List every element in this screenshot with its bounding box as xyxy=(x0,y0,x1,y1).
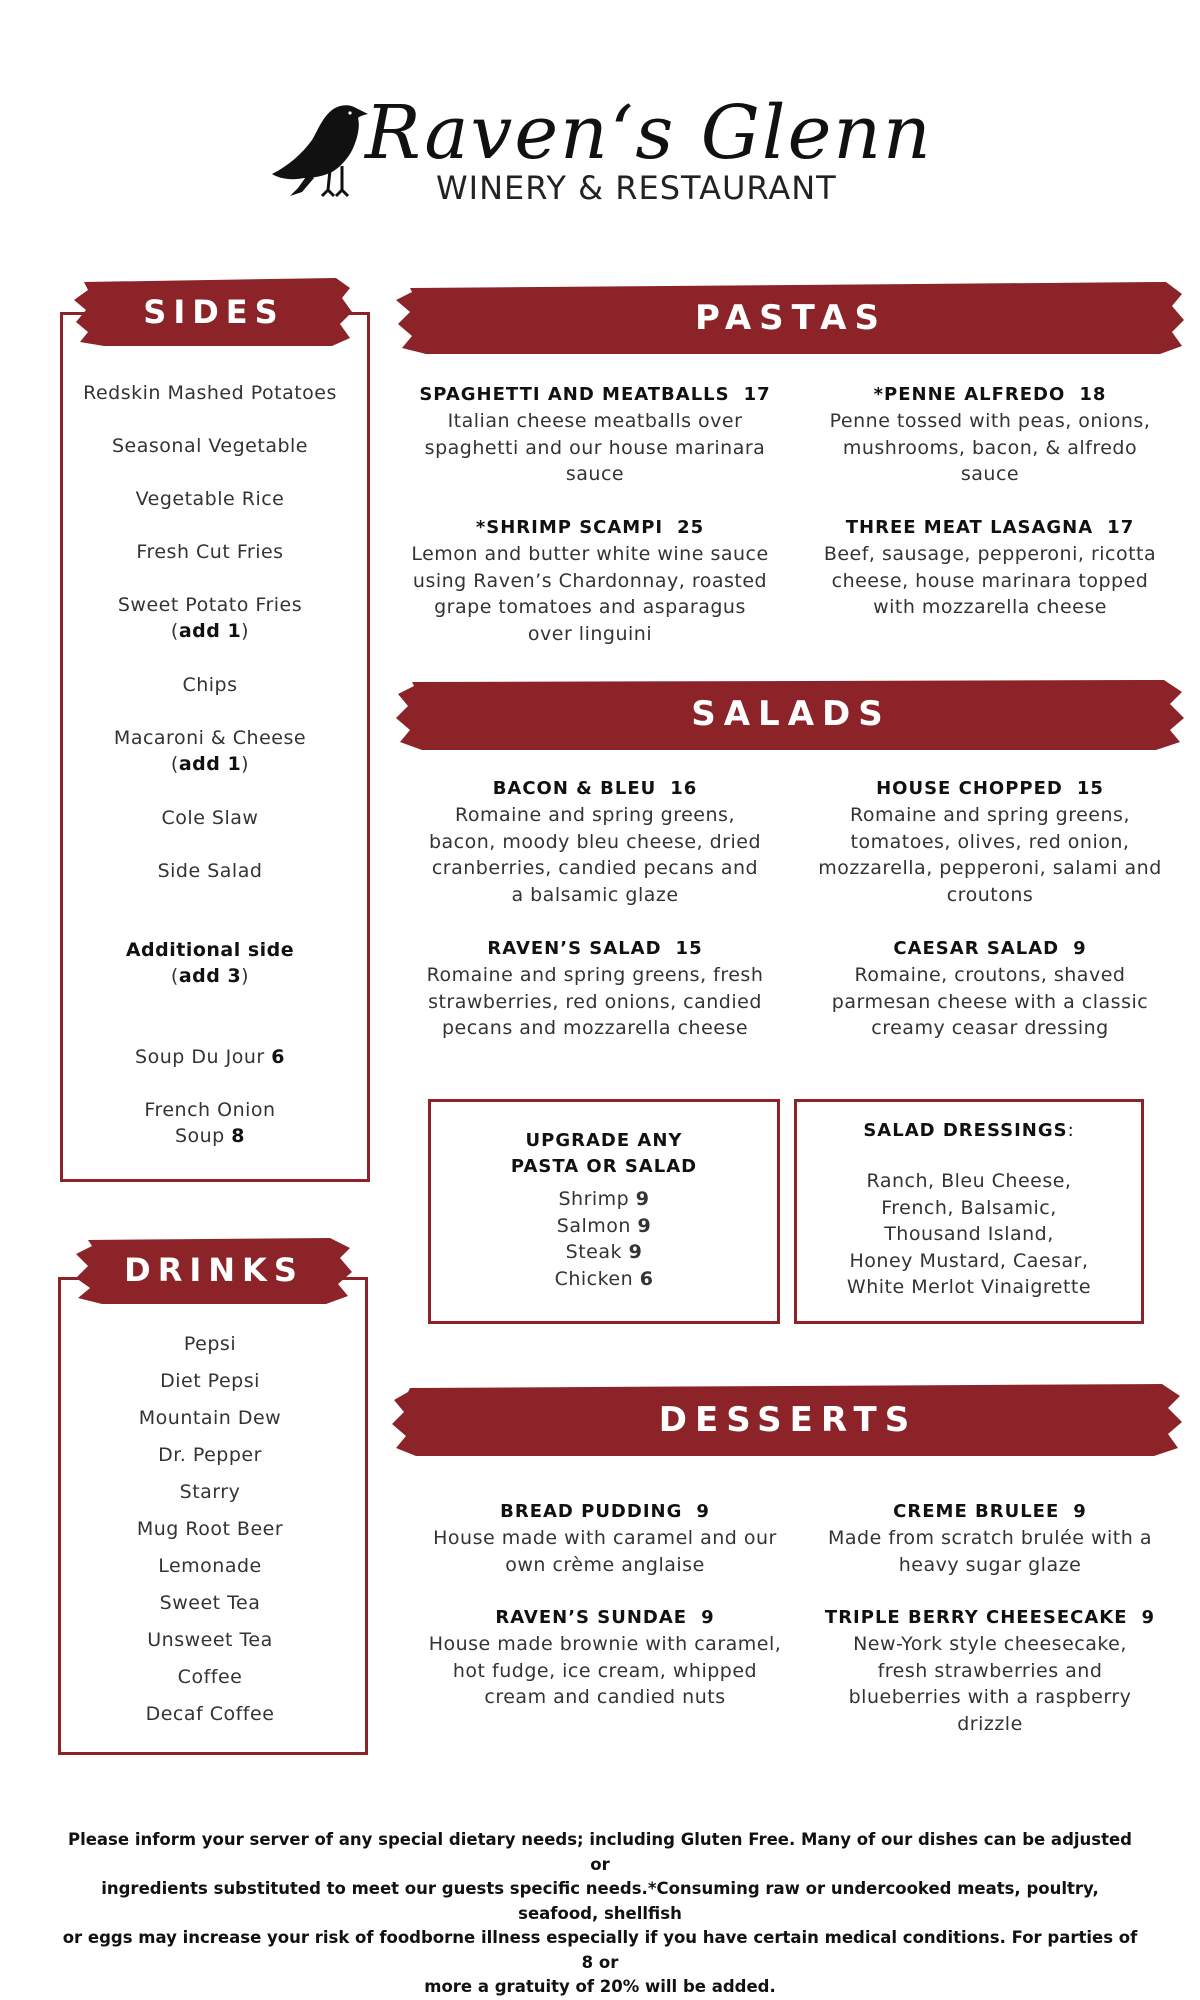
list-item: Unsweet Tea xyxy=(147,1629,273,1651)
menu-item: *PENNE ALFREDO 18 Penne tossed with peas, onions, mushrooms, bacon, & alfredo sauce xyxy=(829,384,1151,485)
menu-item: THREE MEAT LASAGNA 17 Beef, sausage, pepperoni, ricotta cheese, house marinara topped with mozzarella cheese xyxy=(823,517,1157,618)
list-item: Sweet Tea xyxy=(159,1592,261,1614)
price: 16 xyxy=(670,778,698,799)
price: 15 xyxy=(1076,778,1104,799)
list-item: Soup Du Jour 6 xyxy=(135,1046,285,1068)
menu-item: RAVEN’S SALAD 15 Romaine and spring greens, fresh strawberries, red onions, candied pecans and mozzarella cheese xyxy=(426,938,764,1039)
list-item: Fresh Cut Fries xyxy=(136,541,284,563)
list-item: Lemonade xyxy=(158,1555,262,1577)
price: 18 xyxy=(1079,384,1107,405)
dressings-title: SALAD DRESSINGS: xyxy=(863,1120,1075,1141)
price: 9 xyxy=(701,1607,715,1628)
brand-subtitle: WINERY & RESTAURANT xyxy=(436,169,837,207)
list-item: Vegetable Rice xyxy=(135,488,285,510)
list-item: Side Salad xyxy=(157,860,263,882)
price: 25 xyxy=(677,517,705,538)
list-item: Mug Root Beer xyxy=(136,1518,284,1540)
price: 9 xyxy=(696,1501,710,1522)
sides-banner xyxy=(74,276,354,348)
menu-item: BACON & BLEU 16 Romaine and spring greens, bacon, moody bleu cheese, dried cranberries, candied pecans and a balsamic glaze xyxy=(428,778,762,906)
drinks-title: DRINKS xyxy=(124,1251,304,1289)
list-item: Macaroni & Cheese (add 1) xyxy=(113,727,307,775)
list-item: Decaf Coffee xyxy=(145,1703,275,1725)
price: 17 xyxy=(743,384,771,405)
brand-name: Raven‘s Glenn xyxy=(365,90,933,176)
list-item: Chips xyxy=(182,674,238,696)
list-item: Dr. Pepper xyxy=(158,1444,262,1466)
price: 9 xyxy=(628,1241,643,1263)
price: 9 xyxy=(637,1214,652,1237)
price: 9 xyxy=(1141,1607,1156,1628)
list-item: Sweet Potato Fries (add 1) xyxy=(117,594,303,642)
notice-line: ingredients substituted to meet our guests specific needs.*Consuming raw or undercooked meats, poultry, seafood, shellfish xyxy=(101,1879,1099,1923)
desserts-banner xyxy=(392,1382,1184,1458)
list-item: Ranch, Bleu Cheese, xyxy=(866,1170,1072,1192)
menu-item: CREME BRULEE 9 Made from scratch brulée with a heavy sugar glaze xyxy=(828,1501,1152,1576)
pastas-banner xyxy=(396,280,1186,356)
price: 6 xyxy=(639,1267,654,1290)
list-item: Starry xyxy=(179,1481,241,1503)
price: 17 xyxy=(1107,517,1135,538)
upgrade-box xyxy=(428,1099,780,1324)
notice-line: or eggs may increase your risk of foodborne illness especially if you have certain medical conditions. For parties of 8 or xyxy=(62,1928,1138,1972)
list-item: Diet Pepsi xyxy=(160,1370,260,1392)
desserts-title: DESSERTS xyxy=(658,1400,918,1440)
list-item: Steak 9 xyxy=(565,1241,643,1263)
price: 8 xyxy=(231,1125,246,1147)
upgrade-title: PASTA OR SALAD xyxy=(510,1156,698,1177)
menu-item: RAVEN’S SUNDAE 9 House made brownie with caramel, hot fudge, ice cream, whipped cream and candied nuts xyxy=(428,1607,782,1708)
pastas-title: PASTAS xyxy=(695,298,887,338)
list-item: Redskin Mashed Potatoes xyxy=(83,382,337,404)
dressings-box xyxy=(794,1099,1144,1324)
salads-title: SALADS xyxy=(691,694,891,734)
list-item: Thousand Island, xyxy=(884,1223,1054,1245)
price: 9 xyxy=(1073,1501,1087,1522)
price: 9 xyxy=(635,1188,650,1210)
addon-label: add 3 xyxy=(178,965,242,987)
price: 6 xyxy=(271,1046,285,1068)
list-item: Mountain Dew xyxy=(138,1407,282,1429)
dietary-notice xyxy=(60,1828,1140,2000)
upgrade-title: UPGRADE ANY xyxy=(525,1130,683,1151)
list-item: Honey Mustard, Caesar, xyxy=(849,1249,1089,1272)
price: 9 xyxy=(1073,938,1087,959)
menu-item: BREAD PUDDING 9 House made with caramel and our own crème anglaise xyxy=(433,1501,777,1576)
salads-banner xyxy=(396,676,1186,752)
drinks-banner xyxy=(74,1234,354,1306)
list-item: Shrimp 9 xyxy=(558,1188,650,1210)
menu-item: HOUSE CHOPPED 15 Romaine and spring greens, tomatoes, olives, red onion, mozzarella, pepperoni, salami and croutons xyxy=(818,778,1162,906)
notice-line: Please inform your server of any special dietary needs; including Gluten Free. Many of our dishes can be adjusted or xyxy=(67,1830,1132,1874)
notice-line: more a gratuity of 20% will be added. xyxy=(424,1977,776,1996)
addon-label: add 1 xyxy=(178,753,242,775)
list-item: Additional side (add 3) xyxy=(125,939,295,987)
menu-item: *SHRIMP SCAMPI 25 Lemon and butter white wine sauce using Raven’s Chardonnay, roasted grape tomatoes and asparagus over linguini xyxy=(411,517,769,645)
list-item: Pepsi xyxy=(183,1333,237,1355)
list-item: Coffee xyxy=(177,1666,243,1688)
list-item: Salmon 9 xyxy=(556,1214,652,1237)
list-item: White Merlot Vinaigrette xyxy=(846,1276,1092,1298)
menu-item: CAESAR SALAD 9 Romaine, croutons, shaved parmesan cheese with a classic creamy ceasar dressing xyxy=(831,938,1149,1039)
list-item: French, Balsamic, xyxy=(881,1196,1057,1219)
menu-item: SPAGHETTI AND MEATBALLS 17 Italian cheese meatballs over spaghetti and our house marinara sauce xyxy=(419,384,771,485)
list-item: Chicken 6 xyxy=(554,1267,654,1290)
sides-title: SIDES xyxy=(143,293,285,331)
addon-label: add 1 xyxy=(178,620,242,642)
price: 15 xyxy=(675,938,703,959)
list-item: Seasonal Vegetable xyxy=(111,435,308,457)
list-item: Cole Slaw xyxy=(161,807,259,829)
menu-item: TRIPLE BERRY CHEESECAKE 9 New-York style cheesecake, fresh strawberries and blueberries with a raspberry drizzle xyxy=(824,1607,1156,1735)
list-item: French Onion Soup 8 xyxy=(144,1099,276,1147)
